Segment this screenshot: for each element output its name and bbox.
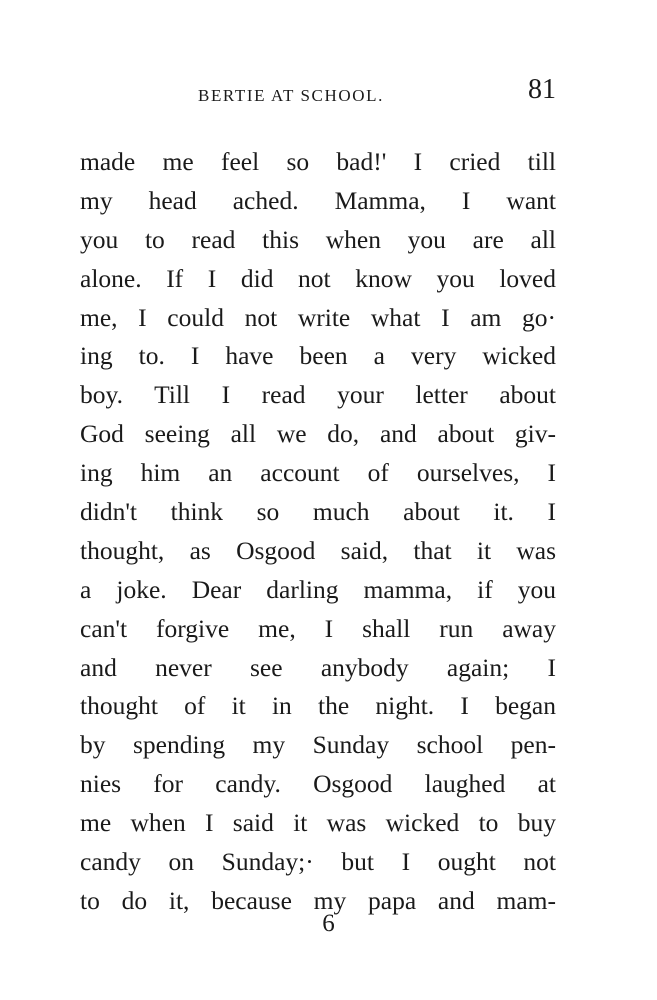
text-line: nies for candy. Osgood laughed at: [80, 769, 556, 799]
text-line: God seeing all we do, and about giv-: [80, 419, 556, 449]
body-text: [80, 143, 556, 921]
text-line: me when I said it was wicked to buy: [80, 808, 556, 838]
text-line: thought, as Osgood said, that it was: [80, 535, 556, 565]
text-line: by spending my Sunday school pen-: [80, 730, 556, 760]
text-line: boy. Till I read your letter about: [80, 380, 556, 410]
running-head: BERTIE AT SCHOOL.: [198, 86, 384, 105]
text-line: you to read this when you are all: [80, 224, 556, 254]
text-line: ing him an account of ourselves, I: [80, 458, 556, 488]
text-line: alone. If I did not know you loved: [80, 263, 556, 293]
text-line: me, I could not write what I am go·: [80, 302, 556, 332]
text-line: a joke. Dear darling mamma, if you: [80, 574, 556, 604]
text-line: and never see anybody again; I: [80, 652, 556, 682]
text-line: made me feel so bad!' I cried till: [80, 147, 556, 176]
page-number: 81: [528, 74, 556, 105]
text-line: to do it, because my papa and mam-: [80, 885, 556, 915]
text-line: my head ached. Mamma, I want: [80, 185, 556, 215]
page-header: [78, 74, 558, 114]
text-line: ing to. I have been a very wicked: [80, 341, 556, 371]
text-line: candy on Sunday;· but I ought not: [80, 847, 556, 877]
text-line: didn't think so much about it. I: [80, 497, 556, 527]
signature-mark: 6: [322, 910, 335, 937]
text-line: thought of it in the night. I began: [80, 691, 556, 721]
text-line: can't forgive me, I shall run away: [80, 613, 556, 643]
